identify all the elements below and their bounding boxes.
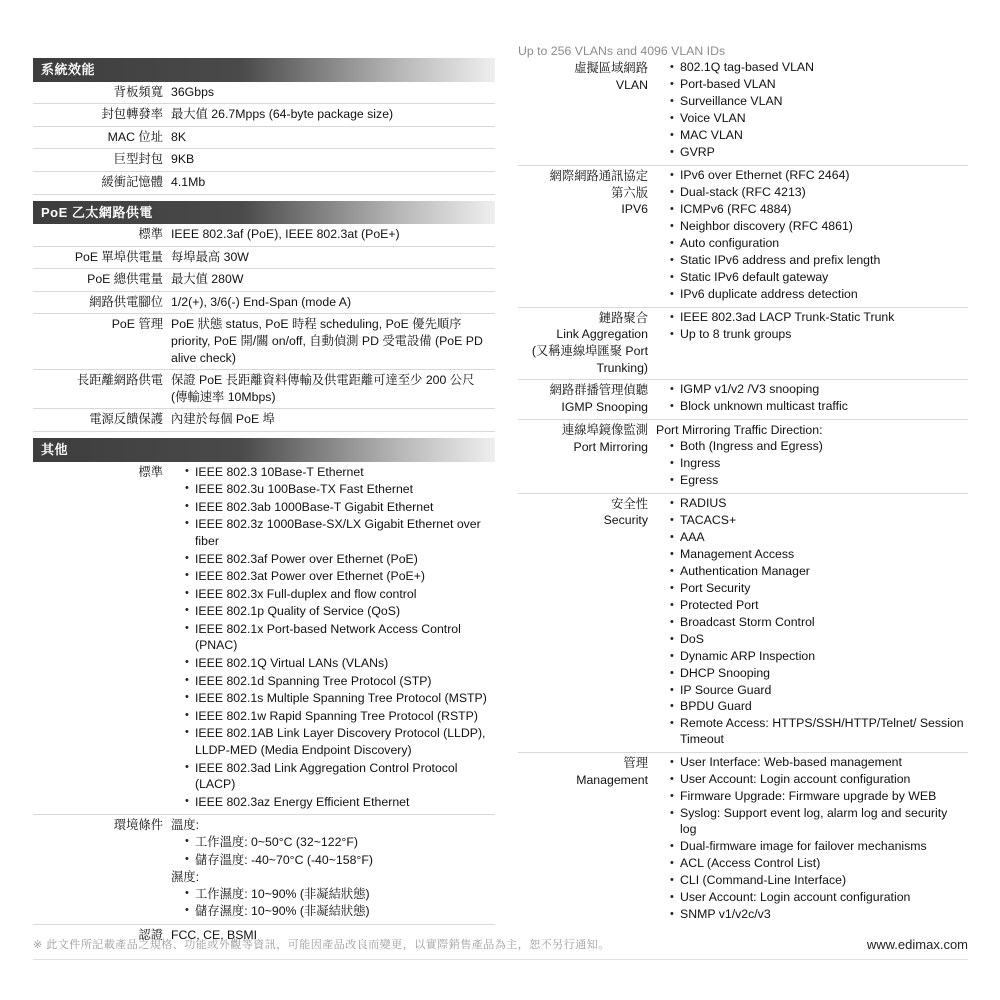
right-column bbox=[518, 58, 968, 927]
temperature-list bbox=[171, 834, 491, 868]
list-item: • IEEE 802.1Q Virtual LANs (VLANs) bbox=[185, 655, 491, 672]
row-label: PoE 管理 bbox=[33, 314, 167, 370]
list-item: • Port-based VLAN bbox=[670, 77, 964, 93]
list-item: • Both (Ingress and Egress) bbox=[670, 439, 964, 455]
list-item: • Dual-stack (RFC 4213) bbox=[670, 185, 964, 201]
row-value: 最大值 280W bbox=[167, 269, 495, 292]
row-label-environment: 環境條件 bbox=[33, 815, 167, 925]
list-item: • IPv6 over Ethernet (RFC 2464) bbox=[670, 168, 964, 184]
row-label: 虛擬區域網路 VLAN bbox=[518, 58, 652, 165]
list-item: • Syslog: Support event log, alarm log and security log bbox=[670, 806, 964, 838]
temperature-title: 溫度: bbox=[171, 818, 200, 833]
feature-list bbox=[656, 310, 964, 343]
list-item: • Port Security bbox=[670, 581, 964, 597]
row-label: 緩衝記憶體 bbox=[33, 171, 167, 194]
list-item: • IEEE 802.3az Energy Efficient Ethernet bbox=[185, 794, 491, 811]
list-item: • 儲存溫度: -40~70°C (-40~158°F) bbox=[185, 852, 491, 869]
table-row bbox=[518, 420, 968, 494]
row-value: 保證 PoE 長距離資料傳輸及供電距離可達至少 200 公尺 (傳輸速率 10Mbps) bbox=[167, 370, 495, 409]
section-title-system-performance: 系統效能 bbox=[33, 58, 495, 82]
list-item: • Remote Access: HTTPS/SSH/HTTP/Telnet/ Session Timeout bbox=[670, 716, 964, 748]
footer-website-url[interactable]: www.edimax.com bbox=[866, 937, 968, 952]
list-item: • Dynamic ARP Inspection bbox=[670, 649, 964, 665]
table-row bbox=[33, 149, 495, 172]
table-row bbox=[518, 307, 968, 379]
list-item: • IPv6 duplicate address detection bbox=[670, 287, 964, 303]
list-item: • IP Source Guard bbox=[670, 683, 964, 699]
table-row bbox=[518, 58, 968, 165]
section-header-row bbox=[33, 432, 495, 462]
right-spec-table bbox=[518, 58, 968, 927]
table-row bbox=[33, 314, 495, 370]
row-value bbox=[652, 420, 968, 494]
section-title-poe: PoE 乙太網路供電 bbox=[33, 201, 495, 225]
list-item: • IEEE 802.3u 100Base-TX Fast Ethernet bbox=[185, 481, 491, 498]
list-item: • IEEE 802.3ab 1000Base-T Gigabit Ethernet bbox=[185, 499, 491, 516]
list-item: • Ingress bbox=[670, 456, 964, 472]
list-item: • Static IPv6 address and prefix length bbox=[670, 253, 964, 269]
list-item: • IEEE 802.1AB Link Layer Discovery Protocol (LLDP), LLDP-MED (Media Endpoint Discovery) bbox=[185, 725, 491, 758]
table-row bbox=[518, 165, 968, 307]
row-value bbox=[652, 165, 968, 307]
list-item: • MAC VLAN bbox=[670, 128, 964, 144]
table-row bbox=[33, 815, 495, 925]
table-row bbox=[33, 171, 495, 194]
list-item: • Protected Port bbox=[670, 598, 964, 614]
list-item: • Authentication Manager bbox=[670, 564, 964, 580]
row-label: 鏈路聚合 Link Aggregation (又稱連線埠匯聚 Port Trunking) bbox=[518, 307, 652, 379]
row-value bbox=[652, 58, 968, 165]
list-item: • IEEE 802.1w Rapid Spanning Tree Protocol (RSTP) bbox=[185, 708, 491, 725]
row-label: 連線埠鏡像監測 Port Mirroring bbox=[518, 420, 652, 494]
list-item: • Auto configuration bbox=[670, 236, 964, 252]
table-row bbox=[33, 104, 495, 127]
feature-list bbox=[656, 755, 964, 923]
list-item: • Dual-firmware image for failover mechanisms bbox=[670, 839, 964, 855]
list-item: • IEEE 802.3 10Base-T Ethernet bbox=[185, 464, 491, 481]
list-item: • IEEE 802.3at Power over Ethernet (PoE+) bbox=[185, 568, 491, 585]
list-item: • Block unknown multicast traffic bbox=[670, 399, 964, 415]
table-row bbox=[33, 82, 495, 104]
row-value: 36Gbps bbox=[167, 82, 495, 104]
row-value: 最大值 26.7Mpps (64-byte package size) bbox=[167, 104, 495, 127]
standards-list bbox=[171, 464, 491, 811]
table-row bbox=[33, 126, 495, 149]
list-item: • IEEE 802.3x Full-duplex and flow control bbox=[185, 586, 491, 603]
table-row bbox=[33, 370, 495, 409]
list-item: • AAA bbox=[670, 530, 964, 546]
list-item: • Management Access bbox=[670, 547, 964, 563]
row-value bbox=[652, 307, 968, 379]
row-value-environment bbox=[167, 815, 495, 925]
section-header-row bbox=[33, 194, 495, 224]
list-item: • TACACS+ bbox=[670, 513, 964, 529]
left-column bbox=[33, 58, 495, 947]
row-value: 內建於每個 PoE 埠 bbox=[167, 409, 495, 432]
list-item: • User Account: Login account configuration bbox=[670, 890, 964, 906]
row-label: MAC 位址 bbox=[33, 126, 167, 149]
list-item: • Surveillance VLAN bbox=[670, 94, 964, 110]
row-value: 每埠最高 30W bbox=[167, 246, 495, 269]
footer-disclaimer: ※ 此文件所記載產品之規格、功能或外觀等資訊，可能因產品改良而變更，以實際銷售產品為主，恕不另行通知。 bbox=[33, 939, 610, 951]
table-row bbox=[518, 753, 968, 927]
list-item: • IEEE 802.3af Power over Ethernet (PoE) bbox=[185, 551, 491, 568]
list-item: • Neighbor discovery (RFC 4861) bbox=[670, 219, 964, 235]
list-item: • ICMPv6 (RFC 4884) bbox=[670, 202, 964, 218]
list-item: • 工作溫度: 0~50°C (32~122°F) bbox=[185, 834, 491, 851]
feature-list bbox=[656, 382, 964, 415]
list-item: • IEEE 802.1s Multiple Spanning Tree Protocol (MSTP) bbox=[185, 690, 491, 707]
list-item: • IEEE 802.3ad LACP Trunk-Static Trunk bbox=[670, 310, 964, 326]
table-row bbox=[33, 409, 495, 432]
row-label: 網路供電腳位 bbox=[33, 291, 167, 314]
row-value: IEEE 802.3af (PoE), IEEE 802.3at (PoE+) bbox=[167, 224, 495, 246]
list-item: • GVRP bbox=[670, 145, 964, 161]
row-value-certification: FCC, CE, BSMI bbox=[171, 927, 258, 942]
row-value: PoE 狀態 status, PoE 時程 scheduling, PoE 優先順序 priority, PoE 開/關 on/off, 自動偵測 PD 受電設備 (PoE PD alive check) bbox=[167, 314, 495, 370]
row-value: 9KB bbox=[167, 149, 495, 172]
feature-list bbox=[656, 60, 964, 161]
list-item: • DoS bbox=[670, 632, 964, 648]
table-row bbox=[33, 246, 495, 269]
list-item: • SNMP v1/v2c/v3 bbox=[670, 907, 964, 923]
list-item: • 802.1Q tag-based VLAN bbox=[670, 60, 964, 76]
table-row bbox=[33, 224, 495, 246]
feature-list bbox=[656, 168, 964, 303]
row-value: 8K bbox=[167, 126, 495, 149]
row-label: 網路群播管理偵聽 IGMP Snooping bbox=[518, 380, 652, 420]
row-label: 安全性 Security bbox=[518, 493, 652, 753]
feature-list bbox=[656, 496, 964, 749]
list-item: • ACL (Access Control List) bbox=[670, 856, 964, 872]
list-item: • CLI (Command-Line Interface) bbox=[670, 873, 964, 889]
table-row bbox=[33, 462, 495, 815]
list-item: • User Interface: Web-based management bbox=[670, 755, 964, 771]
list-item: • Static IPv6 default gateway bbox=[670, 270, 964, 286]
row-label: 管理 Management bbox=[576, 756, 648, 788]
humidity-list bbox=[171, 886, 491, 920]
row-label: 封包轉發率 bbox=[33, 104, 167, 127]
section-header-row bbox=[33, 58, 495, 82]
row-label: 網際網路通訊協定 第六版 IPV6 bbox=[518, 165, 652, 307]
row-label: 標準 bbox=[33, 224, 167, 246]
footer-divider bbox=[33, 959, 968, 960]
row-value: 1/2(+), 3/6(-) End-Span (mode A) bbox=[167, 291, 495, 314]
row-value: 4.1Mb bbox=[167, 171, 495, 194]
list-item: • Broadcast Storm Control bbox=[670, 615, 964, 631]
list-item: • Egress bbox=[670, 473, 964, 489]
list-item: • Firmware Upgrade: Firmware upgrade by WEB bbox=[670, 789, 964, 805]
section-title-other: 其他 bbox=[33, 438, 495, 462]
row-label: 長距離網路供電 bbox=[33, 370, 167, 409]
row-label: PoE 單埠供電量 bbox=[33, 246, 167, 269]
list-item: • IEEE 802.3ad Link Aggregation Control Protocol (LACP) bbox=[185, 760, 491, 793]
list-item: • Voice VLAN bbox=[670, 111, 964, 127]
table-row bbox=[518, 493, 968, 753]
left-spec-table bbox=[33, 58, 495, 947]
row-value bbox=[652, 380, 968, 420]
row-value bbox=[652, 753, 968, 927]
table-row bbox=[33, 291, 495, 314]
list-item: • RADIUS bbox=[670, 496, 964, 512]
row-label-certification: 認證 bbox=[138, 927, 163, 942]
list-item: • IEEE 802.3z 1000Base-SX/LX Gigabit Ethernet over fiber bbox=[185, 516, 491, 549]
list-item: • DHCP Snooping bbox=[670, 666, 964, 682]
row-value-standards bbox=[167, 462, 495, 815]
row-label: 電源反饋保護 bbox=[33, 409, 167, 432]
feature-list bbox=[656, 439, 964, 489]
list-item: • IEEE 802.1p Quality of Service (QoS) bbox=[185, 603, 491, 620]
row-label: PoE 總供電量 bbox=[33, 269, 167, 292]
list-item: • User Account: Login account configuration bbox=[670, 772, 964, 788]
table-row bbox=[33, 269, 495, 292]
row-label-standards: 標準 bbox=[33, 462, 167, 815]
humidity-title: 濕度: bbox=[171, 870, 200, 885]
list-item: • 工作濕度: 10~90% (非凝結狀態) bbox=[185, 886, 491, 903]
list-item: • Up to 8 trunk groups bbox=[670, 327, 964, 343]
list-item: • 儲存濕度: 10~90% (非凝結狀態) bbox=[185, 903, 491, 920]
list-item: • IGMP v1/v2 /V3 snooping bbox=[670, 382, 964, 398]
row-lead-text: Port Mirroring Traffic Direction: bbox=[656, 423, 823, 438]
list-item: • BPDU Guard bbox=[670, 699, 964, 715]
row-label: 背板頻寬 bbox=[33, 82, 167, 104]
row-value bbox=[652, 493, 968, 753]
list-item: • IEEE 802.1d Spanning Tree Protocol (STP) bbox=[185, 673, 491, 690]
row-label: 巨型封包 bbox=[33, 149, 167, 172]
list-item: • IEEE 802.1x Port-based Network Access Control (PNAC) bbox=[185, 621, 491, 654]
vlan-cutoff-line: Up to 256 VLANs and 4096 VLAN IDs bbox=[518, 44, 726, 58]
table-row bbox=[518, 380, 968, 420]
